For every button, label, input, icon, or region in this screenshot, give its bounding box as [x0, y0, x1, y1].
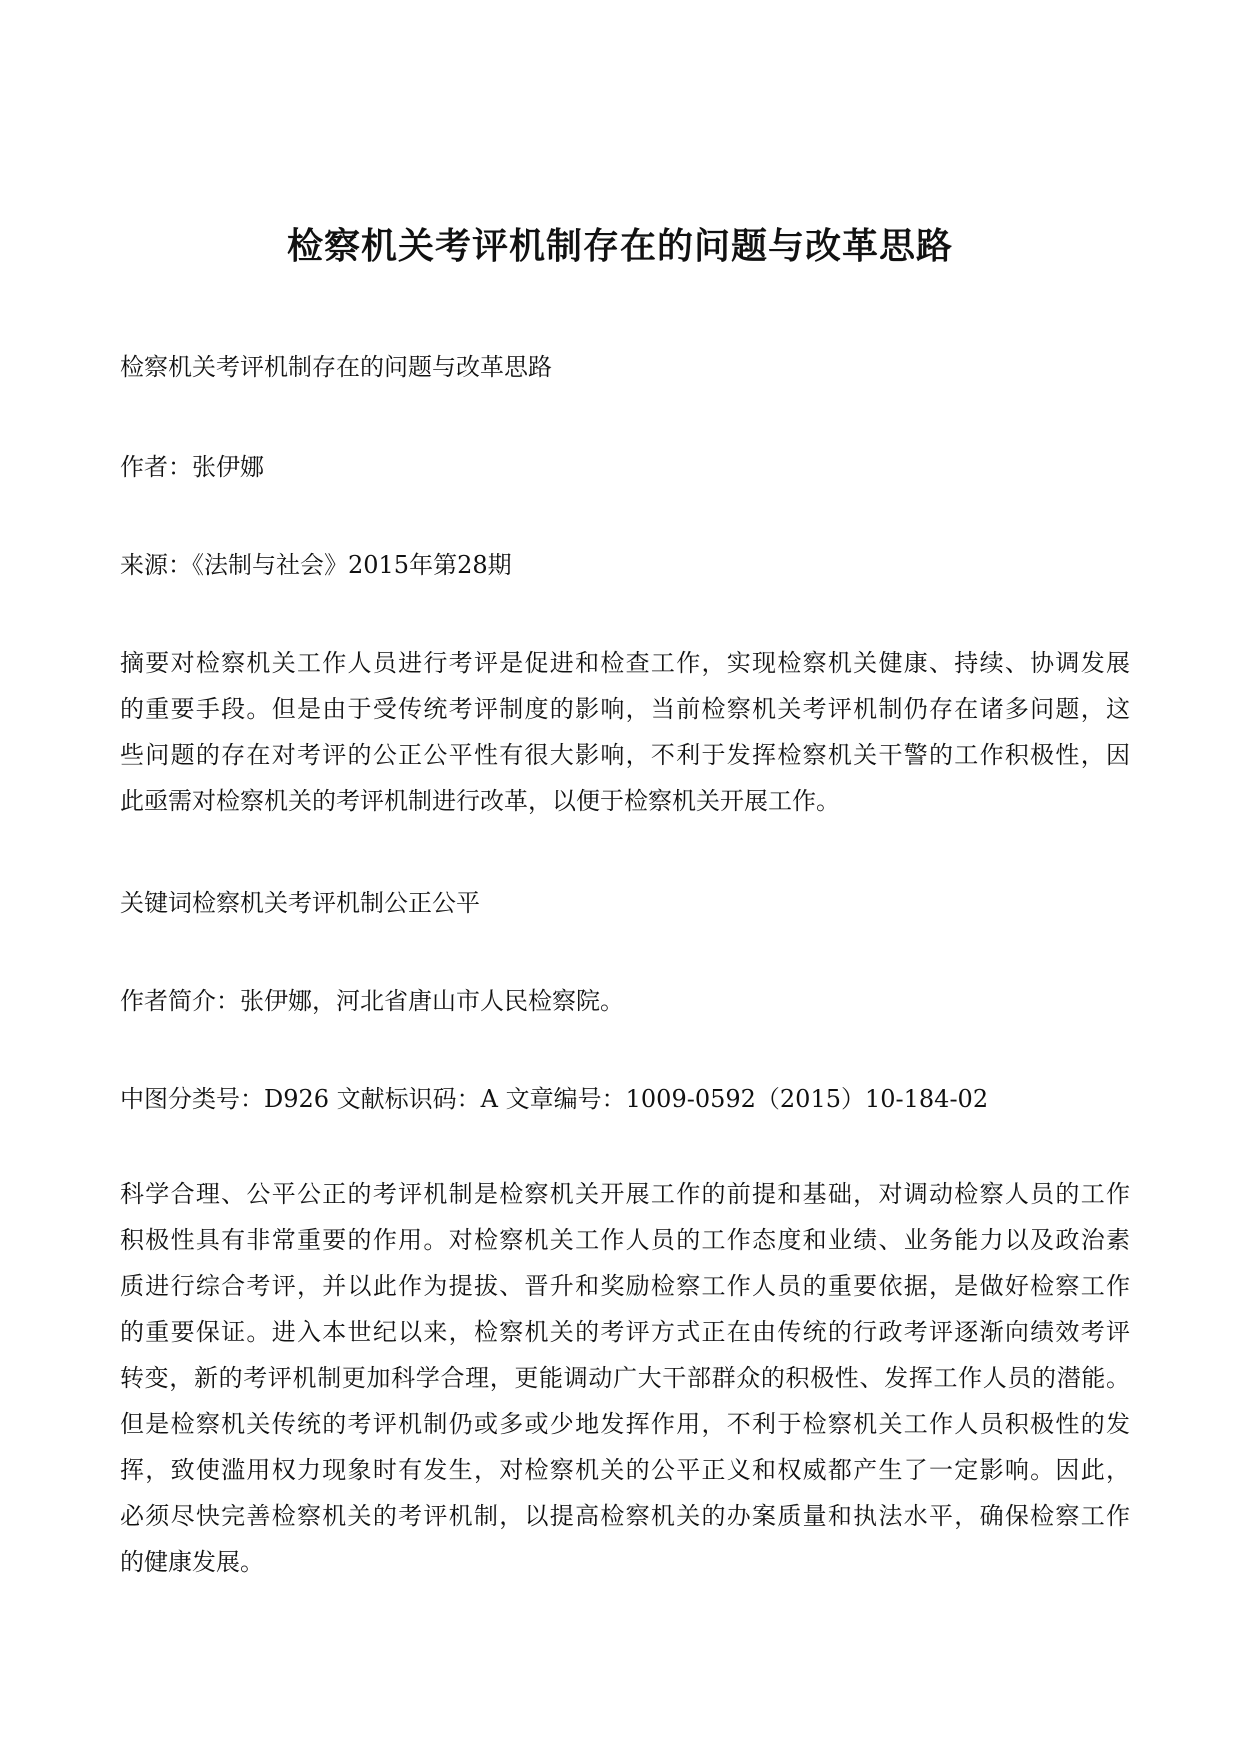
author-line: 作者：张伊娜	[120, 453, 264, 481]
classification-line: 中图分类号：D926 文献标识码：A 文章编号：1009-0592（2015）10-184-02	[120, 1085, 989, 1113]
abstract-line: 摘要对检察机关工作人员进行考评是促进和检查工作，实现检察机关健康、持续、协调发展	[120, 649, 1130, 677]
abstract-paragraph	[120, 640, 1130, 824]
abstract-line: 此亟需对检察机关的考评机制进行改革，以便于检察机关开展工作。	[120, 787, 840, 815]
abstract-line: 些问题的存在对考评的公正公平性有很大影响，不利于发挥检察机关干警的工作积极性，因	[120, 741, 1130, 769]
body-line: 科学合理、公平公正的考评机制是检察机关开展工作的前提和基础，对调动检察人员的工作	[120, 1180, 1130, 1208]
body-line: 的健康发展。	[120, 1548, 264, 1576]
body-line: 转变，新的考评机制更加科学合理，更能调动广大干部群众的积极性、发挥工作人员的潜能。	[120, 1364, 1130, 1392]
body-line: 积极性具有非常重要的作用。对检察机关工作人员的工作态度和业绩、业务能力以及政治素	[120, 1226, 1130, 1254]
abstract-line: 的重要手段。但是由于受传统考评制度的影响，当前检察机关考评机制仍存在诸多问题，这	[120, 695, 1130, 723]
article-subtitle: 检察机关考评机制存在的问题与改革思路	[120, 353, 552, 381]
body-line: 必须尽快完善检察机关的考评机制，以提高检察机关的办案质量和执法水平，确保检察工作	[120, 1502, 1130, 1530]
keywords-line: 关键词检察机关考评机制公正公平	[120, 889, 480, 917]
source-line: 来源：《法制与社会》2015年第28期	[120, 551, 512, 579]
body-line: 但是检察机关传统的考评机制仍或多或少地发挥作用，不利于检察机关工作人员积极性的发	[120, 1410, 1130, 1438]
body-paragraph	[120, 1171, 1130, 1585]
author-bio-line: 作者简介：张伊娜，河北省唐山市人民检察院。	[120, 987, 624, 1015]
body-line: 的重要保证。进入本世纪以来，检察机关的考评方式正在由传统的行政考评逐渐向绩效考评	[120, 1318, 1130, 1346]
body-line: 质进行综合考评，并以此作为提拔、晋升和奖励检察工作人员的重要依据，是做好检察工作	[120, 1272, 1130, 1300]
document-title: 检察机关考评机制存在的问题与改革思路	[286, 225, 953, 267]
body-line: 挥，致使滥用权力现象时有发生，对检察机关的公平正义和权威都产生了一定影响。因此，	[120, 1456, 1130, 1484]
